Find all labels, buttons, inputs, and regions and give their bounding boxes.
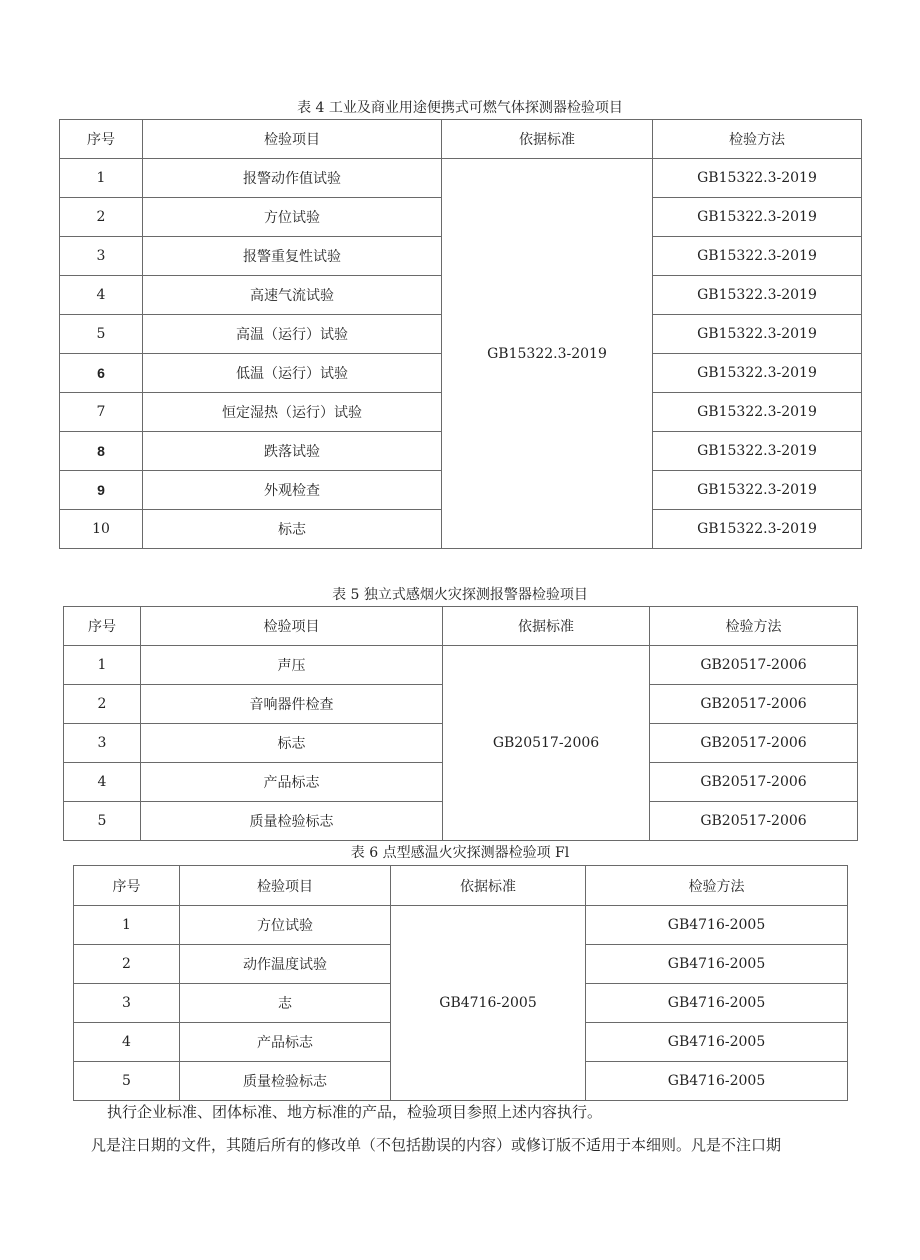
- row-item: 报警重复性试验: [143, 237, 442, 276]
- table-row: [74, 906, 848, 945]
- row-no: 1: [60, 159, 143, 198]
- row-method: GB15322.3-2019: [653, 432, 862, 471]
- row-method: GB4716-2005: [586, 945, 848, 984]
- row-no: 5: [74, 1062, 180, 1101]
- row-method: GB4716-2005: [586, 984, 848, 1023]
- header-no: 序号: [74, 866, 180, 906]
- row-item: 高温（运行）试验: [143, 315, 442, 354]
- row-method: GB4716-2005: [586, 1062, 848, 1101]
- row-item: 恒定湿热（运行）试验: [143, 393, 442, 432]
- row-item: 低温（运行）试验: [143, 354, 442, 393]
- row-method: GB15322.3-2019: [653, 510, 862, 549]
- table-row: [60, 159, 862, 198]
- row-method: GB20517-2006: [650, 802, 858, 841]
- header-no: 序号: [64, 607, 141, 646]
- row-no: 1: [74, 906, 180, 945]
- row-no: 1: [64, 646, 141, 685]
- row-method: GB15322.3-2019: [653, 354, 862, 393]
- header-standard: 依据标准: [443, 607, 650, 646]
- row-item: 动作温度试验: [180, 945, 391, 984]
- header-item: 检验项目: [141, 607, 443, 646]
- row-item: 标志: [143, 510, 442, 549]
- row-no: 5: [64, 802, 141, 841]
- row-method: GB15322.3-2019: [653, 237, 862, 276]
- standard-cell: GB15322.3-2019: [442, 159, 653, 549]
- header-standard: 依据标准: [391, 866, 586, 906]
- paragraph-dated-references: 凡是注日期的文件，其随后所有的修改单（不包括勘误的内容）或修订版不适用于本细则。凡是不注口期: [91, 1136, 782, 1154]
- row-method: GB15322.3-2019: [653, 315, 862, 354]
- header-no: 序号: [60, 120, 143, 159]
- header-method: 检验方法: [650, 607, 858, 646]
- row-method: GB4716-2005: [586, 906, 848, 945]
- row-method: GB20517-2006: [650, 685, 858, 724]
- row-no: 10: [60, 510, 143, 549]
- header-standard: 依据标准: [442, 120, 653, 159]
- row-no: 3: [60, 237, 143, 276]
- row-method: GB20517-2006: [650, 763, 858, 802]
- row-item: 标志: [141, 724, 443, 763]
- header-item: 检验项目: [180, 866, 391, 906]
- row-no: 4: [74, 1023, 180, 1062]
- row-no: 6: [60, 354, 143, 393]
- row-item: 声压: [141, 646, 443, 685]
- row-method: GB4716-2005: [586, 1023, 848, 1062]
- row-method: GB15322.3-2019: [653, 393, 862, 432]
- header-method: 检验方法: [586, 866, 848, 906]
- row-method: GB15322.3-2019: [653, 471, 862, 510]
- table-row: [64, 646, 858, 685]
- row-no: 2: [64, 685, 141, 724]
- table4: [59, 119, 862, 549]
- row-method: GB15322.3-2019: [653, 198, 862, 237]
- row-method: GB15322.3-2019: [653, 276, 862, 315]
- row-method: GB20517-2006: [650, 646, 858, 685]
- paragraph-scope: 执行企业标准、团体标准、地方标准的产品，检验项目参照上述内容执行。: [107, 1103, 603, 1121]
- row-no: 4: [60, 276, 143, 315]
- table6: [73, 865, 848, 1101]
- row-item: 质量检验标志: [180, 1062, 391, 1101]
- row-item: 报警动作值试验: [143, 159, 442, 198]
- table5-caption: 表 5 独立式感烟火灾探测报警器检验项目: [332, 587, 588, 603]
- row-no: 7: [60, 393, 143, 432]
- row-item: 方位试验: [180, 906, 391, 945]
- row-item: 音响器件检查: [141, 685, 443, 724]
- row-no: 4: [64, 763, 141, 802]
- row-no: 3: [64, 724, 141, 763]
- row-item: 质量检验标志: [141, 802, 443, 841]
- table6-caption: 表 6 点型感温火灾探测器检验项 Fl: [350, 845, 570, 861]
- header-item: 检验项目: [143, 120, 442, 159]
- row-no: 2: [60, 198, 143, 237]
- row-no: 3: [74, 984, 180, 1023]
- standard-cell: GB4716-2005: [391, 906, 586, 1101]
- row-no: 9: [60, 471, 143, 510]
- row-item: 高速气流试验: [143, 276, 442, 315]
- row-item: 志: [180, 984, 391, 1023]
- row-item: 产品标志: [180, 1023, 391, 1062]
- row-no: 2: [74, 945, 180, 984]
- header-method: 检验方法: [653, 120, 862, 159]
- row-no: 5: [60, 315, 143, 354]
- row-item: 产品标志: [141, 763, 443, 802]
- row-no: 8: [60, 432, 143, 471]
- row-method: GB15322.3-2019: [653, 159, 862, 198]
- row-method: GB20517-2006: [650, 724, 858, 763]
- row-item: 外观检查: [143, 471, 442, 510]
- table4-caption: 表 4 工业及商业用途便携式可燃气体探测器检验项目: [297, 100, 623, 116]
- table5: [63, 606, 858, 841]
- standard-cell: GB20517-2006: [443, 646, 650, 841]
- row-item: 方位试验: [143, 198, 442, 237]
- row-item: 跌落试验: [143, 432, 442, 471]
